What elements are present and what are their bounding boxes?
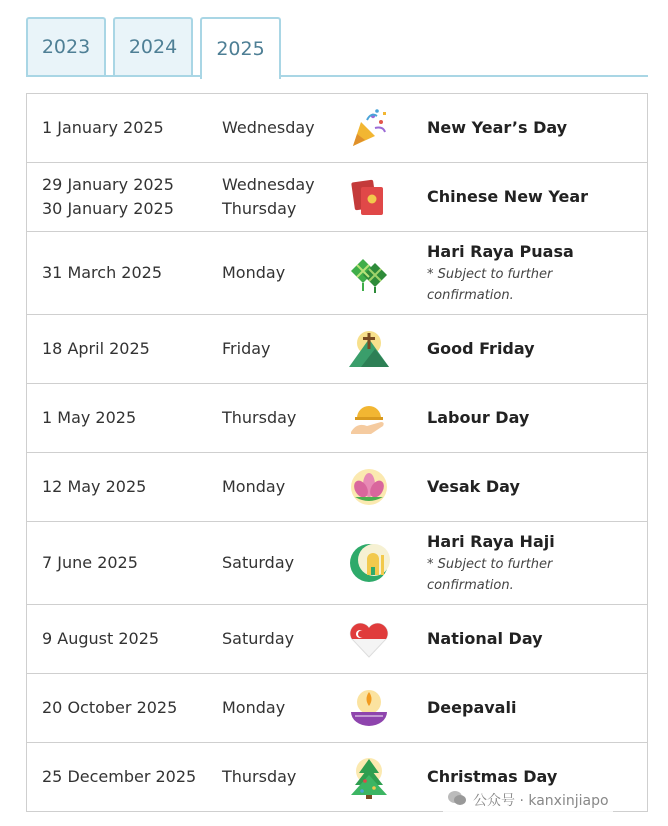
day-cell <box>222 522 342 604</box>
day-cell <box>222 384 342 452</box>
date-cell <box>42 605 212 673</box>
holiday-name: Hari Raya Puasa <box>427 242 574 261</box>
date-cell <box>42 163 212 231</box>
holiday-weekday: Thursday <box>222 767 297 786</box>
christmas-tree-icon <box>347 743 391 811</box>
holiday-row <box>27 315 647 384</box>
year-tabs <box>26 17 648 77</box>
day-cell <box>222 453 342 521</box>
holiday-weekday: Monday <box>222 263 286 282</box>
diya-lamp-icon <box>347 674 391 742</box>
date-cell <box>42 232 212 314</box>
holiday-name: Labour Day <box>427 408 530 427</box>
holiday-date: 12 May 2025 <box>42 477 147 496</box>
holiday-row <box>27 522 647 605</box>
ketupat-icon <box>347 232 391 314</box>
holiday-date: 9 August 2025 <box>42 629 160 648</box>
holiday-weekday: Friday <box>222 339 271 358</box>
holiday-weekday: Wednesday <box>222 118 315 137</box>
holiday-weekday: Thursday <box>222 408 297 427</box>
holiday-name: Deepavali <box>427 698 517 717</box>
holiday-date: 29 January 2025 <box>42 175 174 194</box>
watermark-text: 公众号 · kanxinjiapo <box>473 793 609 809</box>
tab-2024[interactable]: 2024 <box>113 17 193 75</box>
holiday-date: 25 December 2025 <box>42 767 197 786</box>
holiday-name: Hari Raya Haji <box>427 532 555 551</box>
holiday-weekday: Saturday <box>222 629 295 648</box>
holiday-name: National Day <box>427 629 543 648</box>
lotus-icon <box>347 453 391 521</box>
holiday-weekday: Monday <box>222 477 286 496</box>
date-cell <box>42 94 212 162</box>
holiday-name: Good Friday <box>427 339 535 358</box>
holiday-note: * Subject to further confirmation. <box>427 267 553 303</box>
holiday-name-cell <box>427 453 642 521</box>
date-cell <box>42 315 212 383</box>
holiday-name: Chinese New Year <box>427 187 589 206</box>
holiday-name-cell <box>427 232 642 314</box>
holiday-table <box>26 93 648 812</box>
wechat-icon <box>447 790 467 810</box>
holiday-name-cell <box>427 605 642 673</box>
holiday-name: Vesak Day <box>427 477 520 496</box>
holiday-row <box>27 384 647 453</box>
holiday-name-cell <box>427 384 642 452</box>
day-cell <box>222 605 342 673</box>
date-cell <box>42 384 212 452</box>
tab-2025[interactable]: 2025 <box>200 17 281 79</box>
holiday-note: * Subject to further confirmation. <box>427 557 553 593</box>
holiday-weekday: Thursday <box>222 199 297 218</box>
mosque-crescent-icon <box>347 522 391 604</box>
tab-2023[interactable]: 2023 <box>26 17 106 75</box>
holiday-date: 31 March 2025 <box>42 263 163 282</box>
holiday-row <box>27 232 647 315</box>
holiday-name-cell <box>427 94 642 162</box>
hard-hat-hand-icon <box>347 384 391 452</box>
date-cell <box>42 453 212 521</box>
day-cell <box>222 163 342 231</box>
holiday-row <box>27 94 647 163</box>
holiday-date: 7 June 2025 <box>42 553 138 572</box>
holiday-weekday: Wednesday <box>222 175 315 194</box>
holiday-name: New Year’s Day <box>427 118 568 137</box>
day-cell <box>222 743 342 811</box>
holiday-name-cell <box>427 315 642 383</box>
tabs-divider <box>26 75 648 77</box>
date-cell <box>42 674 212 742</box>
holiday-date: 20 October 2025 <box>42 698 178 717</box>
watermark <box>443 788 613 812</box>
red-envelope-icon <box>347 163 391 231</box>
day-cell <box>222 94 342 162</box>
date-cell <box>42 743 212 811</box>
holiday-name: Christmas Day <box>427 767 558 786</box>
holiday-name-cell <box>427 163 642 231</box>
day-cell <box>222 232 342 314</box>
cross-on-hill-icon <box>347 315 391 383</box>
holiday-date: 1 January 2025 <box>42 118 164 137</box>
holiday-date: 18 April 2025 <box>42 339 150 358</box>
party-popper-icon <box>347 94 391 162</box>
holiday-weekday: Monday <box>222 698 286 717</box>
holiday-name-cell <box>427 674 642 742</box>
holiday-weekday: Saturday <box>222 553 295 572</box>
day-cell <box>222 315 342 383</box>
day-cell <box>222 674 342 742</box>
holiday-name-cell <box>427 522 642 604</box>
date-cell <box>42 522 212 604</box>
holiday-row <box>27 605 647 674</box>
holiday-row <box>27 163 647 232</box>
singapore-flag-heart-icon <box>347 605 391 673</box>
holiday-row <box>27 453 647 522</box>
holiday-row <box>27 674 647 743</box>
holiday-date: 1 May 2025 <box>42 408 137 427</box>
holiday-date: 30 January 2025 <box>42 199 174 218</box>
